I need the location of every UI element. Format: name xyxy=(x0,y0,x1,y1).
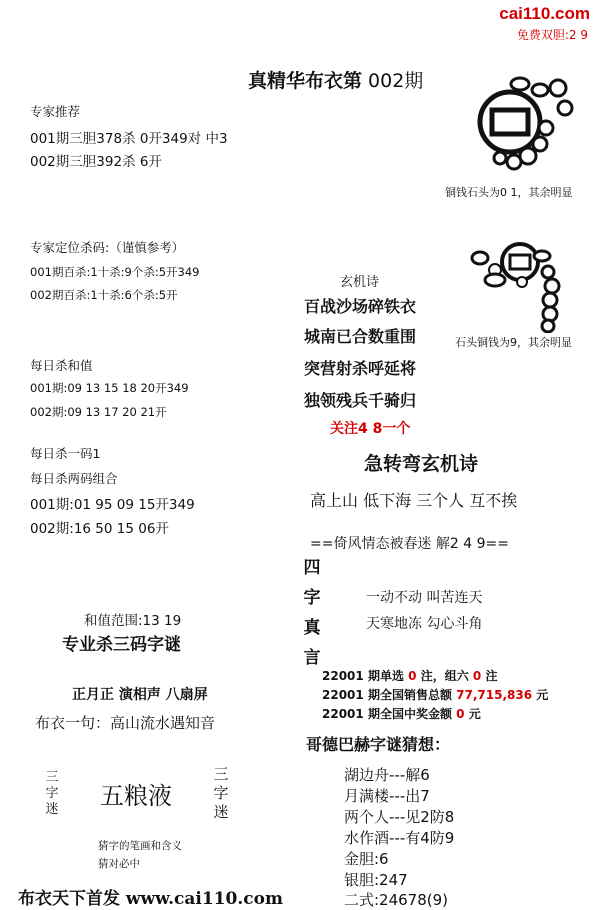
position-line-1: 001期百杀:1十杀:9个杀:5开349 xyxy=(30,265,200,279)
expert-line-2: 002期三胆392杀 6开 xyxy=(30,154,162,170)
riddle-hint-1: 猜字的笔画和含义 xyxy=(98,840,182,852)
brand-site[interactable]: cai110.com xyxy=(499,4,590,23)
poem-focus: 关注4 8一个 xyxy=(330,421,411,437)
turn-heading: 急转弯玄机诗 xyxy=(364,453,479,475)
sumkill-line-1: 001期:09 13 15 18 20开349 xyxy=(30,381,189,395)
killtwo-heading: 每日杀两码组合 xyxy=(30,471,118,486)
stats-row-2 xyxy=(322,686,548,703)
goldbach-line-1: 湖边舟---解6 xyxy=(344,766,430,784)
range-subtitle: 专业杀三码字谜 xyxy=(62,635,181,655)
goldbach-line-7: 二式:24678(9) xyxy=(344,891,449,909)
stats-value: 0 xyxy=(456,707,465,721)
expert-line-1: 001期三胆378杀 0开349对 中3 xyxy=(30,131,228,147)
poem-line-1: 百战沙场碎铁衣 xyxy=(304,297,417,316)
goldbach-line-2: 月满楼---出7 xyxy=(344,787,430,805)
coin-caption-mid: 石头铜钱为9，其余明显 xyxy=(455,336,572,349)
four-char: 真 xyxy=(303,618,321,638)
stats-issue: 22001 xyxy=(322,688,364,702)
killone-heading: 每日杀一码1 xyxy=(30,446,101,461)
riddle-line-1: 正月正 演相声 八扇屏 xyxy=(72,687,208,703)
page-title xyxy=(248,66,423,93)
stats-tail: 注，组六 xyxy=(420,669,469,683)
turn-line: 高上山 低下海 三个人 互不挨 xyxy=(310,491,518,510)
poem-heading: 玄机诗 xyxy=(340,275,380,290)
poem-line-4: 独领残兵千骑归 xyxy=(304,391,417,410)
killone-line-2: 002期:16 50 15 06开 xyxy=(30,521,169,537)
stats-label: 期单选 xyxy=(367,669,404,683)
position-heading: 专家定位杀码:（谨慎参考） xyxy=(30,240,185,255)
riddle-side-right-char: 迷 xyxy=(213,803,229,821)
riddle-side-right xyxy=(213,765,229,822)
range-label: 和值范围:13 19 xyxy=(84,613,182,629)
coins-stones-top-icon xyxy=(470,70,590,185)
riddle-side-right-char: 三 xyxy=(213,765,229,783)
title-issue: 002期 xyxy=(368,70,424,92)
stats-tail: 元 xyxy=(536,688,549,702)
goldbach-line-3: 两个人---见2防8 xyxy=(344,808,455,826)
four-char: 字 xyxy=(303,588,321,608)
four-chars xyxy=(300,553,324,673)
sumkill-heading: 每日杀和值 xyxy=(30,358,93,373)
position-line-2: 002期百杀:1十杀:6个杀:5开 xyxy=(30,288,178,302)
stats-value: 77,715,836 xyxy=(456,688,533,702)
stats-label: 期全国中奖金额 xyxy=(367,707,452,721)
expert-heading: 专家推荐 xyxy=(30,104,81,119)
four-char: 四 xyxy=(303,558,321,578)
four-line-1: 一动不动 叫苦连天 xyxy=(366,590,483,606)
stats-value: 0 xyxy=(408,669,417,683)
riddle-line-2: 布衣一句：高山流水遇知音 xyxy=(35,714,216,732)
riddle-side-left-char: 三 xyxy=(45,770,59,785)
goldbach-line-5: 金胆:6 xyxy=(344,850,389,868)
stats-tail: 元 xyxy=(468,707,481,721)
four-char: 言 xyxy=(303,648,321,668)
riddle-side-left xyxy=(44,770,60,818)
coin-caption-top: 铜钱石头为0 1，其余明显 xyxy=(445,186,573,199)
stats-issue: 22001 xyxy=(322,669,364,683)
riddle-center: 五粮液 xyxy=(100,782,172,810)
stats-label: 期全国销售总额 xyxy=(367,688,452,702)
poem-line-3: 突营射杀呼延将 xyxy=(304,359,417,378)
goldbach-heading: 哥德巴赫字谜猜想： xyxy=(306,735,451,754)
stats-row-1 xyxy=(322,667,497,684)
stats-row-3 xyxy=(322,705,481,722)
goldbach-line-6: 银胆:247 xyxy=(344,871,408,889)
four-line-2: 天寒地冻 勾心斗角 xyxy=(366,616,483,632)
stats-value-2: 0 xyxy=(472,669,482,683)
coins-stones-mid-icon xyxy=(460,238,590,333)
stats-tail-2: 注 xyxy=(485,669,498,683)
riddle-hint-2: 猜对必中 xyxy=(98,858,140,870)
title-main: 真精华布衣第 xyxy=(248,70,363,92)
killone-line-1: 001期:01 95 09 15开349 xyxy=(30,497,195,513)
poem-line-2: 城南已合数重围 xyxy=(304,327,417,346)
stats-issue: 22001 xyxy=(322,707,364,721)
sumkill-line-2: 002期:09 13 17 20 21开 xyxy=(30,405,167,419)
brand-free-pick: 免费双胆:2 9 xyxy=(516,28,588,42)
turn-clue: ==倚风情态被春迷 解2 4 9== xyxy=(310,536,509,552)
riddle-side-left-char: 迷 xyxy=(45,802,59,817)
riddle-side-left-char: 字 xyxy=(45,786,59,801)
riddle-side-right-char: 字 xyxy=(213,784,229,802)
goldbach-line-4: 水作酒---有4防9 xyxy=(344,829,455,847)
footer-banner: 布衣天下首发 www.cai110.com xyxy=(18,889,283,909)
